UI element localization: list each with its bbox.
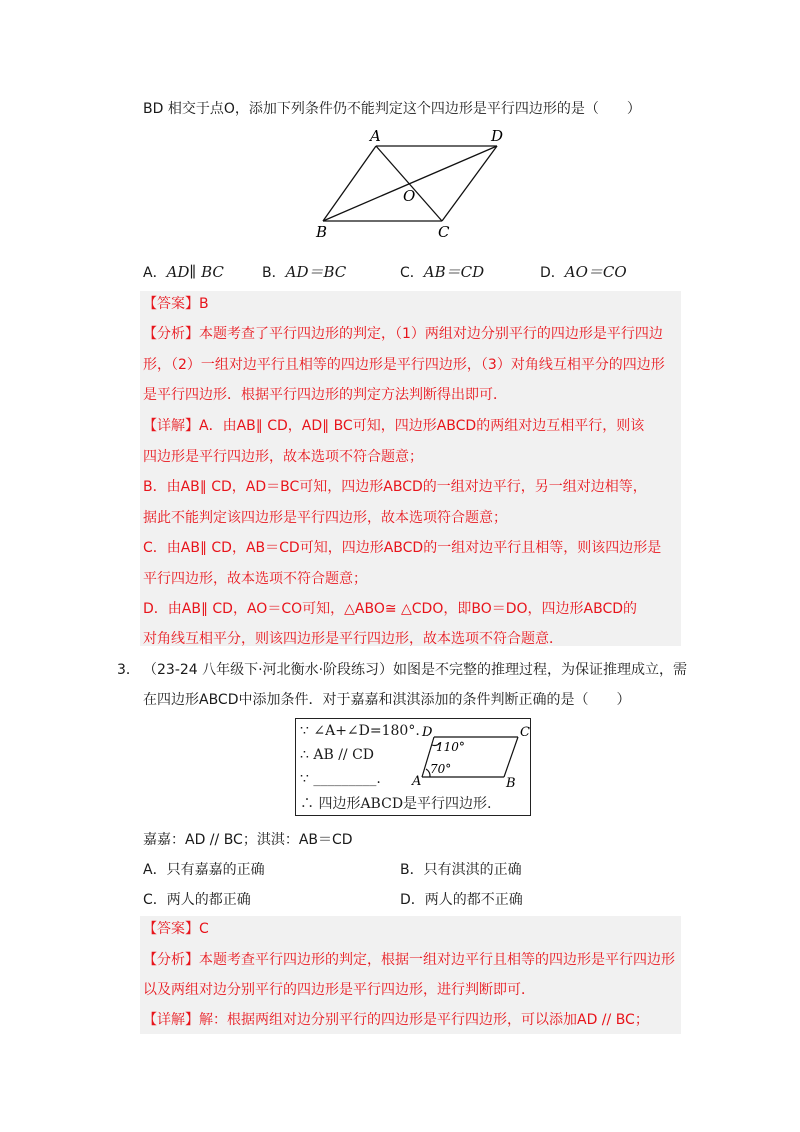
label-B: B [316, 223, 328, 241]
q3-label-D: D [422, 725, 433, 740]
q3-stem-line-2: 在四边形ABCD中添加条件．对于嘉嘉和淇淇添加的条件判断正确的是（ ） [143, 692, 631, 708]
label-A: A [370, 127, 381, 145]
q3-label-C: C [520, 725, 530, 740]
q3-parallelogram-figure [412, 723, 528, 789]
q3-label-A: A [412, 774, 422, 789]
q2-detail-line-8: 对角线互相平分，则该四边形是平行四边形，故本选项不符合题意． [143, 631, 563, 647]
q2-option-c: C．AB＝CD [400, 263, 485, 281]
q3-stem-line-1: （23-24 八年级下·河北衡水·阶段练习）如图是不完整的推理过程，为保证推理成立，需 [143, 662, 688, 678]
proof-line-4: ∴ 四边形ABCD是平行四边形. [300, 796, 492, 812]
q2-answer: 【答案】B [143, 296, 209, 312]
q3-option-a: A．只有嘉嘉的正确 [143, 862, 265, 878]
q2-analysis-line-1: 【分析】本题考查了平行四边形的判定，（1）两组对边分别平行的四边形是平行四边 [143, 326, 663, 342]
q3-option-b: B．只有淇淇的正确 [400, 862, 522, 878]
q3-angle-110: 110° [436, 740, 465, 754]
q3-option-d: D．两人的都不正确 [400, 892, 523, 908]
q2-detail-line-3: B．由AB∥ CD，AD＝BC可知，四边形ABCD的一组对边平行，另一组对边相等， [143, 479, 647, 495]
q3-number: 3． [117, 662, 140, 678]
proof-line-1: ∵ ∠A+∠D=180°. [300, 723, 420, 739]
label-C: C [438, 223, 450, 241]
q2-analysis-line-2: 形，（2）一组对边平行且相等的四边形是平行四边形，（3）对角线互相平分的四边形 [143, 357, 665, 373]
q2-analysis-line-3: 是平行四边形．根据平行四边形的判定方法判断得出即可． [143, 387, 507, 403]
q3-proof-box [295, 718, 531, 816]
q2-detail-line-2: 四边形是平行四边形，故本选项不符合题意； [143, 449, 423, 465]
q2-detail-line-4: 据此不能判定该四边形是平行四边形，故本选项符合题意； [143, 510, 507, 526]
q2-detail-line-7: D．由AB∥ CD，AO＝CO可知，△ABO≅ △CDO，即BO＝DO，四边形ABCD的 [143, 601, 638, 617]
q2-detail-line-1: 【详解】A．由AB∥ CD，AD∥ BC可知，四边形ABCD的两组对边互相平行，则该 [143, 418, 645, 434]
q3-detail-line-1: 【详解】解：根据两组对边分别平行的四边形是平行四边形，可以添加AD // BC； [143, 1012, 649, 1028]
label-D: D [491, 127, 504, 145]
q3-option-c: C．两人的都正确 [143, 892, 251, 908]
q2-option-d: D．AO＝CO [540, 263, 627, 281]
q2-solution-panel [140, 291, 681, 646]
q3-analysis-line-1: 【分析】本题考查平行四边形的判定，根据一组对边平行且相等的四边形是平行四边形 [143, 952, 675, 968]
q2-detail-line-6: 平行四边形，故本选项不符合题意； [143, 571, 367, 587]
label-O: O [403, 187, 416, 205]
q3-angle-70: 70° [430, 762, 452, 776]
q3-answer: 【答案】C [143, 921, 209, 937]
q2-parallelogram-figure [310, 125, 520, 240]
q3-label-B: B [506, 776, 516, 791]
q3-analysis-line-2: 以及两组对边分别平行的四边形是平行四边形，进行判断即可． [143, 982, 535, 998]
proof-line-2: ∴ AB // CD [300, 747, 375, 763]
proof-line-3: ∵ _________. [300, 771, 381, 787]
q2-stem: BD 相交于点O，添加下列条件仍不能判定这个四边形是平行四边形的是（ ） [143, 101, 641, 117]
q2-option-b: B．AD＝BC [262, 263, 347, 281]
q2-option-a: A．AD∥ BC [143, 263, 224, 281]
q2-detail-line-5: C．由AB∥ CD，AB＝CD可知，四边形ABCD的一组对边平行且相等，则该四边形是 [143, 540, 662, 556]
q3-conditions: 嘉嘉：AD // BC；淇淇：AB＝CD [143, 832, 353, 848]
